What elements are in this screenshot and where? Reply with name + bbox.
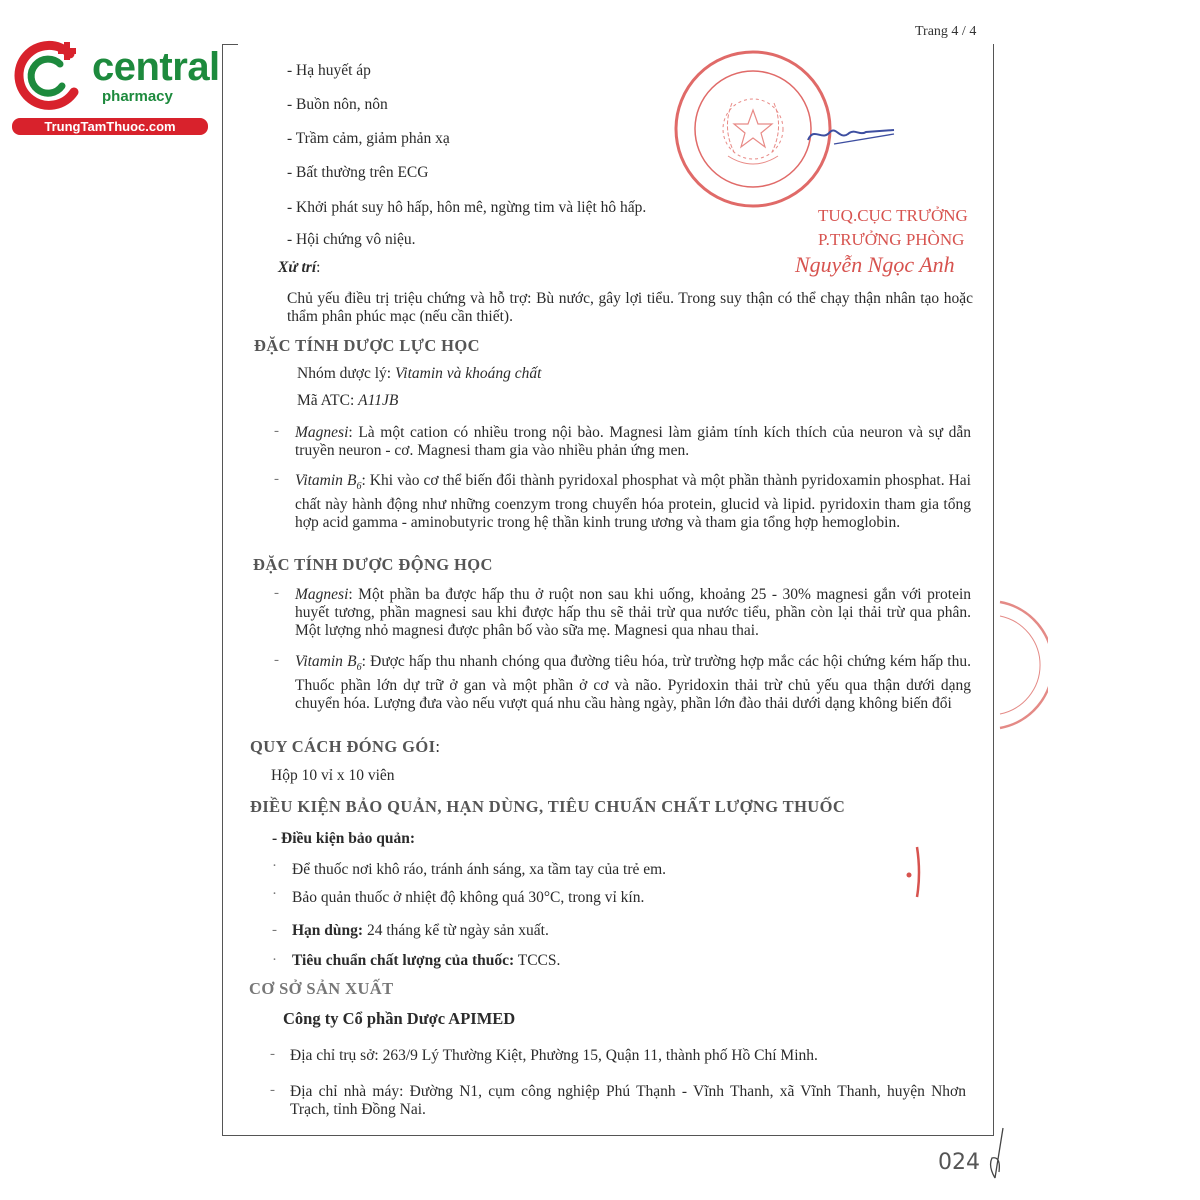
- manufacturer-name: Công ty Cổ phần Dược APIMED: [283, 1009, 516, 1028]
- signature-icon: [800, 120, 900, 150]
- frame-top-border: [222, 44, 238, 45]
- quality-standard: Tiêu chuẩn chất lượng của thuốc: TCCS.: [292, 952, 561, 969]
- symptom-item: - Hội chứng vô niệu.: [287, 231, 416, 248]
- bullet-dash: -: [270, 1046, 275, 1062]
- symptom-item: - Buồn nôn, nôn: [287, 96, 388, 113]
- pharmacokinetics-heading: ĐẶC TÍNH DƯỢC ĐỘNG HỌC: [253, 555, 493, 574]
- pharmacodynamics-heading: ĐẶC TÍNH DƯỢC LỰC HỌC: [254, 336, 480, 355]
- pd-vitamin-b6: Vitamin $B_6$: Khi vào cơ thể biến đổi thành pyridoxal phosphat và một phần thành pyridoxamin phosphat. Hai chất này hành động như những coenzym trong chuyển hóa protein, glucid và lipid. pyridoxin tham gia tổng hợp acid gamma - aminobutyric trong hệ thần kinh trung ương và tham gia tổng hợp hemoglobin.: [295, 472, 971, 532]
- logo-brand: central: [92, 45, 220, 89]
- bullet-dot: ·: [272, 952, 277, 968]
- pd-magnesi: Magnesi: Là một cation có nhiều trong nội bào. Magnesi làm giảm tính kích thích của neuron và sự dẫn truyền neuron - cơ. Magnesi tham gia vào nhiều phản ứng men.: [295, 424, 971, 459]
- pk-magnesi: Magnesi: Một phần ba được hấp thu ở ruột non sau khi uống, khoảng 25 - 30% magnesi gắn với protein huyết tương, phần magnesi sau khi được hấp thu sẽ thải trừ qua nước tiểu, phần còn lại thải trừ qua phân. Một lượng nhỏ magnesi được phân bố vào sữa mẹ. Magnesi qua nhau thai.: [295, 586, 971, 639]
- logo-sub: pharmacy: [102, 88, 173, 105]
- side-stamp-icon: [998, 600, 1048, 730]
- symptom-item: - Hạ huyết áp: [287, 62, 371, 79]
- bullet-dash: -: [274, 423, 279, 439]
- red-mark-icon: [905, 845, 929, 905]
- symptom-item: - Trầm cảm, giảm phản xạ: [287, 130, 450, 147]
- symptom-item: - Khởi phát suy hô hấp, hôn mê, ngừng tim và liệt hô hấp.: [287, 199, 647, 216]
- bullet-dot: ·: [272, 886, 277, 902]
- expiry: Hạn dùng: 24 tháng kể từ ngày sản xuất.: [292, 922, 549, 939]
- signature-title-1: TUQ.CỤC TRƯỞNG: [818, 206, 968, 225]
- storage-condition-1: Để thuốc nơi khô ráo, tránh ánh sáng, xa tầm tay của trẻ em.: [292, 861, 667, 878]
- page-code: 024: [938, 1150, 980, 1175]
- packaging-text: Hộp 10 vỉ x 10 viên: [271, 767, 395, 784]
- manufacturer-heading: CƠ SỞ SẢN XUẤT: [249, 979, 394, 998]
- bullet-dash: -: [274, 652, 279, 668]
- atc-code: Mã ATC: A11JB: [297, 392, 399, 409]
- bullet-dash: -: [270, 1082, 275, 1098]
- symptom-item: - Bất thường trên ECG: [287, 164, 429, 181]
- logo-mark-icon: [12, 40, 92, 115]
- signature-name: Nguyễn Ngọc Anh: [795, 252, 955, 277]
- bullet-dash: -: [274, 585, 279, 601]
- storage-heading: ĐIỀU KIỆN BẢO QUẢN, HẠN DÙNG, TIÊU CHUẨN CHẤT LƯỢNG THUỐC: [250, 797, 846, 816]
- signature-title-2: P.TRƯỞNG PHÒNG: [818, 230, 965, 249]
- storage-conditions-label: - Điều kiện bảo quản:: [272, 830, 415, 847]
- manufacturer-factory: Địa chỉ nhà máy: Đường N1, cụm công nghiệp Phú Thạnh - Vĩnh Thanh, xã Vĩnh Thanh, huyện Nhơn Trạch, tỉnh Đồng Nai.: [290, 1083, 966, 1118]
- page-number: Trang 4 / 4: [915, 24, 977, 39]
- bullet-dot: ·: [272, 858, 277, 874]
- storage-condition-2: Bảo quản thuốc ở nhiệt độ không quá 30°C, trong vỉ kín.: [292, 889, 645, 906]
- handwritten-mark-icon: [985, 1126, 1020, 1182]
- pk-vitamin-b6: Vitamin $B_6$: Được hấp thu nhanh chóng qua đường tiêu hóa, trừ trường hợp mắc các hội chứng kém hấp thu. Thuốc phần lớn dự trữ ở gan và một phần ở cơ và não. Pyridoxin thải trừ chủ yếu qua thận dưới dạng chuyển hóa. Lượng đưa vào nếu vượt quá nhu cầu hàng ngày, phần lớn đào thải dưới dạng không biến đổi: [295, 653, 971, 713]
- logo-url[interactable]: TrungTamThuoc.com: [12, 118, 208, 135]
- treatment-text: Chủ yếu điều trị triệu chứng và hỗ trợ: Bù nước, gây lợi tiểu. Trong suy thận có thể chạy thận nhân tạo hoặc thẩm phân phúc mạc (nếu cần thiết).: [287, 290, 973, 325]
- bullet-dash: -: [272, 922, 277, 938]
- packaging-heading: QUY CÁCH ĐÓNG GÓI:: [250, 737, 441, 756]
- central-pharmacy-logo: [12, 40, 220, 135]
- pharmacologic-group: Nhóm dược lý: Vitamin và khoáng chất: [297, 365, 542, 382]
- manufacturer-hq: Địa chỉ trụ sở: 263/9 Lý Thường Kiệt, Phường 15, Quận 11, thành phố Hồ Chí Minh.: [290, 1047, 818, 1064]
- bullet-dash: -: [274, 471, 279, 487]
- treatment-label: Xử trí:: [278, 259, 321, 276]
